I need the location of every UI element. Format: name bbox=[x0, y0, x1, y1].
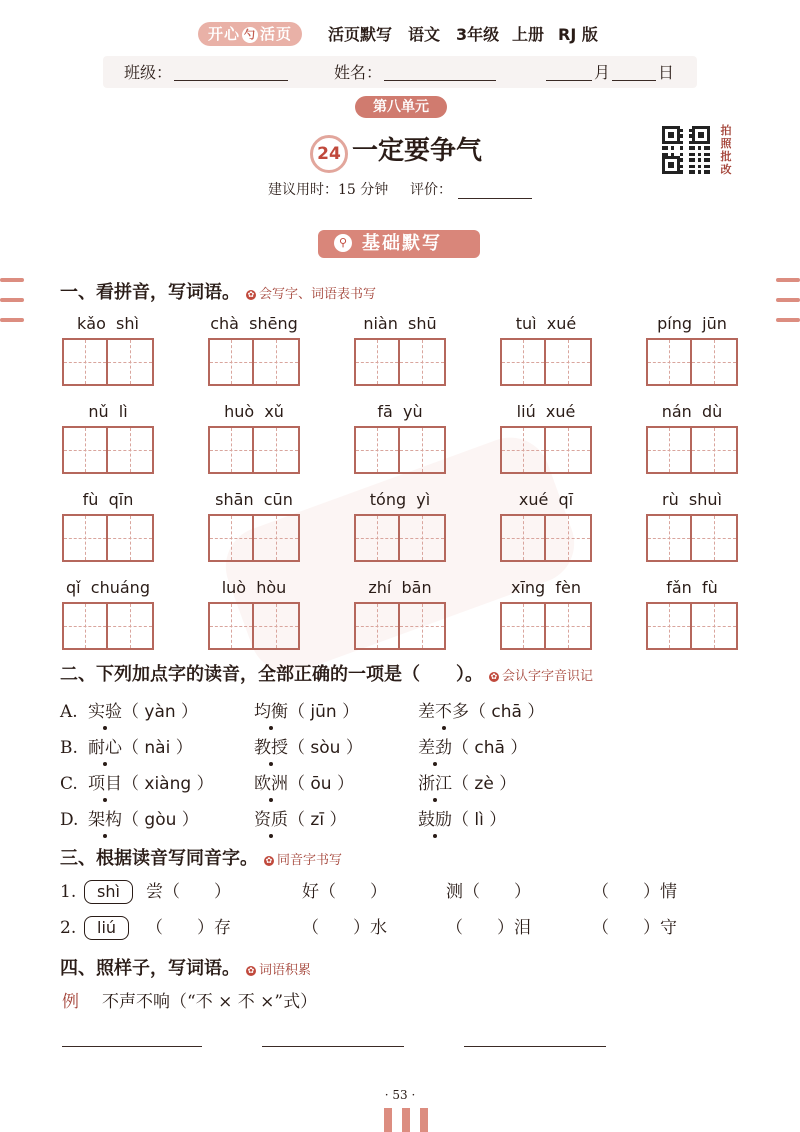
pinyin-syllable: píng bbox=[657, 314, 692, 333]
pinyin-label bbox=[208, 578, 300, 598]
writing-cell[interactable] bbox=[500, 426, 546, 474]
writing-grid bbox=[646, 602, 738, 650]
word: 均衡 bbox=[254, 702, 288, 722]
pinyin-label bbox=[646, 314, 738, 334]
word-pinyin: （ jūn ） bbox=[288, 702, 360, 722]
writing-cell[interactable] bbox=[208, 514, 254, 562]
word-pinyin: （ zè ） bbox=[452, 774, 517, 794]
word-pinyin: （ ōu ） bbox=[288, 774, 354, 794]
answer-line[interactable] bbox=[262, 1046, 404, 1047]
writing-cell[interactable] bbox=[692, 514, 738, 562]
side-stripe bbox=[0, 318, 24, 322]
homophone-blank[interactable]: （ ）守 bbox=[592, 918, 677, 938]
writing-cell[interactable] bbox=[400, 338, 446, 386]
month-field[interactable] bbox=[546, 80, 592, 81]
option-letter[interactable]: B. bbox=[60, 738, 78, 758]
footer-bar bbox=[402, 1108, 410, 1132]
pinyin-syllable: shēng bbox=[249, 314, 298, 333]
footer-bar bbox=[420, 1108, 428, 1132]
class-field[interactable] bbox=[174, 80, 288, 81]
writing-cell[interactable] bbox=[354, 602, 400, 650]
pinyin-label bbox=[500, 578, 592, 598]
writing-cell[interactable] bbox=[62, 602, 108, 650]
word: 鼓励 bbox=[418, 810, 452, 830]
homophone-blank[interactable]: 测（ ） bbox=[446, 882, 531, 902]
rating-field[interactable] bbox=[458, 198, 532, 199]
writing-cell[interactable] bbox=[546, 338, 592, 386]
option-letter[interactable]: C. bbox=[60, 774, 78, 794]
writing-grid bbox=[500, 514, 592, 562]
pinyin-label bbox=[500, 314, 592, 334]
word: 耐心 bbox=[88, 738, 122, 758]
pinyin-syllable: fù bbox=[701, 578, 718, 597]
option-word bbox=[418, 736, 527, 760]
pinyin-syllable: niàn bbox=[363, 314, 398, 333]
writing-grid bbox=[208, 514, 300, 562]
pinyin-syllable: kǎo bbox=[77, 314, 106, 333]
day-label: 日 bbox=[658, 63, 675, 82]
tip-icon: ✿ bbox=[247, 290, 255, 299]
pinyin-label bbox=[354, 490, 446, 510]
writing-grid bbox=[354, 602, 446, 650]
pinyin-label bbox=[354, 402, 446, 422]
writing-cell[interactable] bbox=[354, 338, 400, 386]
word: 差不多 bbox=[418, 702, 469, 722]
pinyin-label bbox=[62, 578, 154, 598]
pinyin-label bbox=[500, 490, 592, 510]
name-field[interactable] bbox=[384, 80, 496, 81]
word: 浙江 bbox=[418, 774, 452, 794]
example-text: 不声不响（“不 × 不 ×”式） bbox=[102, 992, 318, 1012]
answer-line[interactable] bbox=[464, 1046, 606, 1047]
homophone-blank[interactable]: （ ）情 bbox=[592, 882, 677, 902]
section-banner-text: 基础默写 bbox=[362, 233, 442, 254]
tip-icon: ✿ bbox=[247, 966, 255, 975]
homophone-blank[interactable]: （ ）泪 bbox=[446, 918, 531, 938]
writing-cell[interactable] bbox=[108, 514, 154, 562]
pinyin-syllable: huò bbox=[224, 402, 255, 421]
word-pinyin: （ chā ） bbox=[452, 738, 528, 758]
rating-label: 评价： bbox=[410, 182, 452, 198]
writing-cell[interactable] bbox=[254, 338, 300, 386]
writing-grid bbox=[62, 426, 154, 474]
side-stripe bbox=[776, 298, 800, 302]
option-word bbox=[254, 736, 363, 760]
writing-cell[interactable] bbox=[546, 514, 592, 562]
writing-cell[interactable] bbox=[208, 426, 254, 474]
word: 差劲 bbox=[418, 738, 452, 758]
option-word bbox=[88, 808, 199, 832]
homophone-blank[interactable]: （ ）水 bbox=[302, 918, 387, 938]
homophone-blank[interactable]: （ ）存 bbox=[146, 918, 231, 938]
class-label: 班级： bbox=[124, 63, 173, 82]
pinyin-label bbox=[354, 578, 446, 598]
option-word bbox=[88, 736, 193, 760]
pinyin-syllable: xué bbox=[545, 402, 576, 421]
writing-cell[interactable] bbox=[646, 338, 692, 386]
writing-cell[interactable] bbox=[108, 426, 154, 474]
pinyin-syllable: luò bbox=[221, 578, 247, 597]
option-word bbox=[88, 772, 214, 796]
answer-line[interactable] bbox=[62, 1046, 202, 1047]
pinyin-label bbox=[62, 402, 154, 422]
q2-title: 二、下列加点字的读音，全部正确的一项是（ ）。 ✿ 会认字字音识记 bbox=[60, 664, 594, 685]
option-letter[interactable]: A. bbox=[60, 702, 78, 722]
volume: 上册 bbox=[512, 25, 545, 44]
q4-tip: ✿ 词语积累 bbox=[247, 963, 312, 978]
writing-grid bbox=[62, 602, 154, 650]
pinyin-syllable: chà bbox=[210, 314, 239, 333]
pinyin-syllable: liú bbox=[516, 402, 536, 421]
pinyin-syllable: fù bbox=[82, 490, 99, 509]
page-number: · 53 · bbox=[384, 1088, 416, 1102]
side-stripe bbox=[0, 298, 24, 302]
day-field[interactable] bbox=[612, 80, 656, 81]
word: 实验 bbox=[88, 702, 122, 722]
q3-title: 三、根据读音写同音字。 ✿ 同音字书写 bbox=[60, 848, 343, 869]
pinyin-syllable: zhí bbox=[368, 578, 392, 597]
writing-cell[interactable] bbox=[546, 602, 592, 650]
pinyin-label bbox=[62, 314, 154, 334]
word: 资质 bbox=[254, 810, 288, 830]
brand-right: 活页 bbox=[260, 25, 293, 43]
writing-cell[interactable] bbox=[62, 514, 108, 562]
side-stripe bbox=[0, 278, 24, 282]
word-pinyin: （ xiàng ） bbox=[122, 774, 214, 794]
writing-grid bbox=[500, 338, 592, 386]
writing-cell[interactable] bbox=[400, 426, 446, 474]
option-word bbox=[88, 700, 198, 724]
pinyin-syllable: yù bbox=[403, 402, 423, 421]
pinyin-syllable: cūn bbox=[263, 490, 293, 509]
pinyin-syllable: shuì bbox=[688, 490, 722, 509]
writing-cell[interactable] bbox=[62, 426, 108, 474]
pinyin-label bbox=[500, 402, 592, 422]
q3-tip: ✿ 同音字书写 bbox=[265, 853, 343, 868]
brand-left: 开心 bbox=[207, 25, 240, 43]
writing-cell[interactable] bbox=[254, 602, 300, 650]
edition: RJ 版 bbox=[558, 25, 598, 44]
pinyin-syllable: shān bbox=[215, 490, 254, 509]
writing-cell[interactable] bbox=[354, 426, 400, 474]
grade: 3年级 bbox=[456, 25, 500, 44]
word-pinyin: （ yàn ） bbox=[122, 702, 199, 722]
side-stripe bbox=[776, 278, 800, 282]
subject: 语文 bbox=[408, 25, 441, 44]
pinyin-label bbox=[208, 490, 300, 510]
word: 项目 bbox=[88, 774, 122, 794]
pinyin-syllable: chuáng bbox=[90, 578, 150, 597]
option-word bbox=[254, 700, 359, 724]
pinyin-syllable: hòu bbox=[256, 578, 287, 597]
word: 欧洲 bbox=[254, 774, 288, 794]
lesson-title: 一定要争气 bbox=[352, 136, 483, 166]
pinyin-syllable: xué bbox=[546, 314, 577, 333]
writing-cell[interactable] bbox=[692, 602, 738, 650]
homophone-blank[interactable]: 好（ ） bbox=[302, 882, 387, 902]
writing-cell[interactable] bbox=[646, 426, 692, 474]
pinyin-label bbox=[354, 314, 446, 334]
brand-mid: 勺 bbox=[244, 28, 256, 41]
writing-cell[interactable] bbox=[500, 338, 546, 386]
pinyin-syllable: lì bbox=[118, 402, 128, 421]
magnifier-icon: ⚲ bbox=[334, 234, 352, 252]
word-pinyin: （ lì ） bbox=[452, 810, 507, 830]
option-word bbox=[254, 772, 354, 796]
writing-cell[interactable] bbox=[546, 426, 592, 474]
word-pinyin: （ sòu ） bbox=[288, 738, 363, 758]
pinyin-syllable: dù bbox=[701, 402, 723, 421]
series-title: 活页默写 bbox=[328, 25, 393, 44]
word-pinyin: （ chā ） bbox=[469, 702, 545, 722]
q1-tip: ✿ 会写字、词语表书写 bbox=[247, 287, 377, 302]
q2-tip: ✿ 会认字字音识记 bbox=[490, 669, 594, 684]
writing-grid bbox=[208, 338, 300, 386]
footer-bar bbox=[384, 1108, 392, 1132]
q1-title: 一、看拼音，写词语。 ✿ 会写字、词语表书写 bbox=[60, 282, 377, 303]
pinyin-label bbox=[62, 490, 154, 510]
word: 架构 bbox=[88, 810, 122, 830]
writing-grid bbox=[354, 514, 446, 562]
pinyin-syllable: yì bbox=[416, 490, 431, 509]
pinyin-syllable: tóng bbox=[369, 490, 407, 509]
writing-cell[interactable] bbox=[500, 514, 546, 562]
row-number: 2. bbox=[60, 918, 77, 938]
q4-title: 四、照样子，写词语。 ✿ 词语积累 bbox=[60, 958, 312, 979]
writing-grid bbox=[208, 426, 300, 474]
writing-cell[interactable] bbox=[692, 426, 738, 474]
pinyin-label bbox=[208, 314, 300, 334]
name-label: 姓名： bbox=[334, 63, 383, 82]
pinyin-syllable: tuì bbox=[515, 314, 537, 333]
writing-grid bbox=[62, 514, 154, 562]
month-label: 月 bbox=[594, 63, 611, 82]
writing-grid bbox=[208, 602, 300, 650]
pinyin-syllable: nán bbox=[661, 402, 692, 421]
writing-grid bbox=[500, 426, 592, 474]
time-hint: 建议用时：15 分钟 bbox=[268, 182, 389, 198]
word-pinyin: （ nài ） bbox=[122, 738, 193, 758]
writing-grid bbox=[62, 338, 154, 386]
option-word bbox=[418, 772, 516, 796]
tip-icon: ✿ bbox=[490, 672, 498, 681]
writing-cell[interactable] bbox=[354, 514, 400, 562]
pinyin-syllable: nǔ bbox=[88, 402, 109, 421]
writing-grid bbox=[354, 338, 446, 386]
pinyin-syllable: jūn bbox=[702, 314, 727, 333]
writing-cell[interactable] bbox=[108, 602, 154, 650]
word-pinyin: （ zī ） bbox=[288, 810, 347, 830]
writing-cell[interactable] bbox=[254, 426, 300, 474]
photo-grading-label: 拍 照 批 改 bbox=[720, 124, 732, 176]
pinyin-syllable: fèn bbox=[555, 578, 581, 597]
pinyin-label bbox=[646, 490, 738, 510]
pinyin-label bbox=[208, 402, 300, 422]
pinyin-syllable: fǎn bbox=[666, 578, 692, 597]
row-number: 1. bbox=[60, 882, 77, 902]
pinyin-syllable: shū bbox=[408, 314, 437, 333]
option-letter[interactable]: D. bbox=[60, 810, 79, 830]
pinyin-syllable: qī bbox=[558, 490, 574, 509]
writing-grid bbox=[646, 514, 738, 562]
pinyin-syllable: qīn bbox=[108, 490, 134, 509]
word-pinyin: （ gòu ） bbox=[122, 810, 199, 830]
writing-cell[interactable] bbox=[500, 602, 546, 650]
pinyin-syllable: qǐ bbox=[66, 578, 81, 597]
homophone-blank[interactable]: 尝（ ） bbox=[146, 882, 231, 902]
writing-cell[interactable] bbox=[400, 602, 446, 650]
writing-grid bbox=[646, 426, 738, 474]
pinyin-syllable: fā bbox=[377, 402, 393, 421]
example-label: 例 bbox=[62, 992, 79, 1012]
writing-cell[interactable] bbox=[254, 514, 300, 562]
pinyin-syllable: xǔ bbox=[264, 402, 284, 421]
qr-code-icon[interactable] bbox=[662, 126, 710, 174]
writing-grid bbox=[354, 426, 446, 474]
writing-grid bbox=[500, 602, 592, 650]
pinyin-syllable: bān bbox=[401, 578, 432, 597]
brand-logo bbox=[198, 22, 302, 46]
pinyin-pill: liú bbox=[84, 916, 129, 940]
unit-tag: 第八单元 bbox=[355, 96, 447, 118]
writing-cell[interactable] bbox=[108, 338, 154, 386]
pinyin-syllable: xué bbox=[518, 490, 549, 509]
writing-cell[interactable] bbox=[208, 338, 254, 386]
pinyin-pill: shì bbox=[84, 880, 133, 904]
option-word bbox=[254, 808, 346, 832]
pinyin-syllable: shì bbox=[116, 314, 139, 333]
writing-cell[interactable] bbox=[208, 602, 254, 650]
option-word bbox=[418, 808, 506, 832]
tip-icon: ✿ bbox=[265, 856, 273, 865]
side-stripe bbox=[776, 318, 800, 322]
writing-cell[interactable] bbox=[646, 514, 692, 562]
pinyin-label bbox=[646, 402, 738, 422]
word: 教授 bbox=[254, 738, 288, 758]
writing-grid bbox=[646, 338, 738, 386]
lesson-number: 24 bbox=[310, 135, 348, 173]
writing-cell[interactable] bbox=[692, 338, 738, 386]
pinyin-syllable: rù bbox=[662, 490, 679, 509]
writing-cell[interactable] bbox=[646, 602, 692, 650]
option-word bbox=[418, 700, 544, 724]
writing-cell[interactable] bbox=[400, 514, 446, 562]
pinyin-syllable: xīng bbox=[510, 578, 546, 597]
writing-cell[interactable] bbox=[62, 338, 108, 386]
pinyin-label bbox=[646, 578, 738, 598]
